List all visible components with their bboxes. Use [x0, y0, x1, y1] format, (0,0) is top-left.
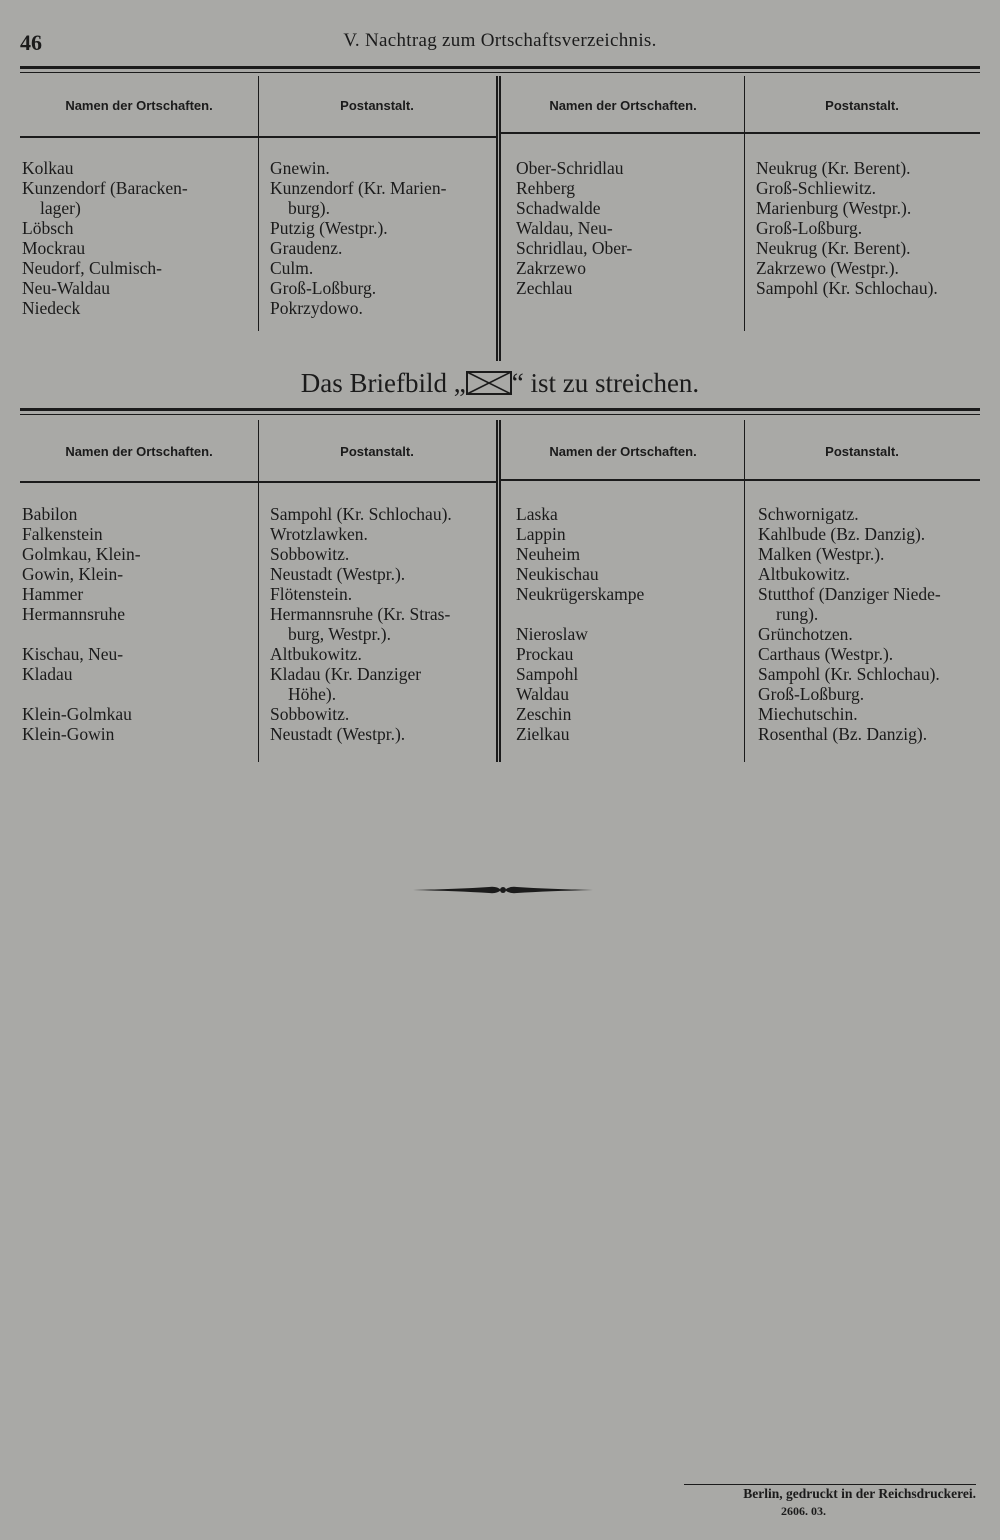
table-1-header-place-right: Namen der Ortschaften. [549, 98, 697, 113]
list-item: Neukrug (Kr. Berent). [756, 158, 911, 178]
list-item: Rehberg [516, 178, 575, 198]
table-2-header-place-left: Namen der Ortschaften. [65, 444, 213, 459]
list-item: Zechlau [516, 278, 573, 298]
list-item: Babilon [22, 504, 78, 524]
list-item: Falkenstein [22, 524, 103, 544]
list-item: Höhe). [288, 684, 337, 704]
table-2-center-divider [496, 420, 501, 762]
list-item: Zakrzewo (Westpr.). [756, 258, 899, 278]
list-item: Neudorf, Culmisch- [22, 258, 162, 278]
list-item: Neu-Waldau [22, 278, 110, 298]
table-2-left-places [22, 504, 141, 744]
list-item: Schwornigatz. [758, 504, 859, 524]
list-item: Groß-Loßburg. [756, 218, 863, 238]
imprint-rule [684, 1484, 976, 1485]
list-item: Ober-Schridlau [516, 158, 624, 178]
list-item: Kischau, Neu- [22, 644, 124, 664]
imprint-code: 2606. 03. [781, 1504, 826, 1518]
list-item: rung). [776, 604, 819, 624]
list-item: Zakrzewo [516, 258, 586, 278]
list-item: Gnewin. [270, 158, 330, 178]
list-item [516, 604, 644, 624]
table-2-header-place-right: Namen der Ortschaften. [549, 444, 697, 459]
notice-text-after: “ ist zu streichen. [511, 368, 700, 398]
list-item: burg). [288, 198, 330, 218]
list-item: Altbukowitz. [758, 564, 850, 584]
list-item: Neuheim [516, 544, 581, 564]
notice-text-before: Das Briefbild „ [300, 368, 466, 398]
table-1-header-post-left: Postanstalt. [340, 98, 414, 113]
list-item: Nieroslaw [516, 624, 588, 644]
list-item: Kahlbude (Bz. Danzig). [758, 524, 926, 544]
list-item: Zeschin [516, 704, 572, 724]
list-item: Sampohl (Kr. Schlochau). [758, 664, 940, 684]
list-item: Kladau [22, 664, 73, 684]
list-item: Zielkau [516, 724, 570, 744]
list-item: lager) [40, 198, 81, 218]
list-item: Miechutschin. [758, 704, 858, 724]
imprint-printer: Berlin, gedruckt in der Reichsdruckerei. [743, 1486, 976, 1501]
list-item: Sampohl [516, 664, 579, 684]
list-item: Groß-Loßburg. [758, 684, 865, 704]
table-1-header-post-right: Postanstalt. [825, 98, 899, 113]
list-item: Wrotzlawken. [270, 524, 368, 544]
list-item: Putzig (Westpr.). [270, 218, 388, 238]
list-item: Culm. [270, 258, 314, 278]
list-item [22, 684, 141, 704]
list-item: Neukischau [516, 564, 599, 584]
table-2-header-line [20, 481, 496, 483]
list-item: Kunzendorf (Baracken- [22, 178, 188, 198]
table-2 [20, 0, 980, 780]
list-item: Hermannsruhe (Kr. Stras- [270, 604, 451, 624]
list-item: Rosenthal (Bz. Danzig). [758, 724, 928, 744]
imprint [743, 1486, 976, 1519]
list-item: Stutthof (Danziger Niede- [758, 584, 941, 604]
list-item: burg, Westpr.). [288, 624, 391, 644]
list-item: Neustadt (Westpr.). [270, 564, 406, 584]
table-2-left-posts [270, 504, 452, 744]
list-item: Sobbowitz. [270, 544, 350, 564]
running-head: V. Nachtrag zum Ortschaftsverzeichnis. [343, 30, 657, 51]
list-item: Neukrug (Kr. Berent). [756, 238, 911, 258]
list-item: Pokrzydowo. [270, 298, 363, 318]
list-item: Waldau, Neu- [516, 218, 613, 238]
list-item: Schadwalde [516, 198, 601, 218]
page-number: 46 [20, 30, 42, 55]
list-item: Carthaus (Westpr.). [758, 644, 894, 664]
list-item: Hermannsruhe [22, 604, 126, 624]
list-item: Marienburg (Westpr.). [756, 198, 912, 218]
table-2-header-post-left: Postanstalt. [340, 444, 414, 459]
table-2-col-divider [744, 420, 745, 762]
table-2-right-posts [758, 504, 941, 744]
table-2-header-post-right: Postanstalt. [825, 444, 899, 459]
list-item: Neustadt (Westpr.). [270, 724, 406, 744]
table-2-right-places [516, 504, 644, 744]
list-item: Lappin [516, 524, 566, 544]
list-item: Golmkau, Klein- [22, 544, 141, 564]
list-item: Klein-Golmkau [22, 704, 132, 724]
list-item: Prockau [516, 644, 574, 664]
list-item: Kladau (Kr. Danziger [270, 664, 422, 684]
list-item: Hammer [22, 584, 84, 604]
list-item [22, 624, 141, 644]
list-item: Kunzendorf (Kr. Marien- [270, 178, 447, 198]
list-item: Klein-Gowin [22, 724, 115, 744]
list-item: Altbukowitz. [270, 644, 362, 664]
list-item: Flötenstein. [270, 584, 353, 604]
table-1-header-place-left: Namen der Ortschaften. [65, 98, 213, 113]
list-item: Graudenz. [270, 238, 343, 258]
list-item: Mockrau [22, 238, 86, 258]
list-item: Niedeck [22, 298, 81, 318]
list-item: Grünchotzen. [758, 624, 853, 644]
list-item: Neukrügerskampe [516, 584, 645, 604]
list-item: Sobbowitz. [270, 704, 350, 724]
ornament-divider [413, 880, 593, 905]
table-2-col-divider [258, 420, 259, 762]
list-item: Löbsch [22, 218, 74, 238]
list-item: Malken (Westpr.). [758, 544, 885, 564]
table-2-header-line [501, 479, 980, 481]
list-item: Sampohl (Kr. Schlochau). [756, 278, 938, 298]
list-item: Sampohl (Kr. Schlochau). [270, 504, 452, 524]
list-item: Gowin, Klein- [22, 564, 124, 584]
list-item: Kolkau [22, 158, 74, 178]
list-item: Laska [516, 504, 558, 524]
list-item: Schridlau, Ober- [516, 238, 633, 258]
list-item: Groß-Loßburg. [270, 278, 377, 298]
list-item: Groß-Schliewitz. [756, 178, 877, 198]
list-item: Waldau [516, 684, 570, 704]
